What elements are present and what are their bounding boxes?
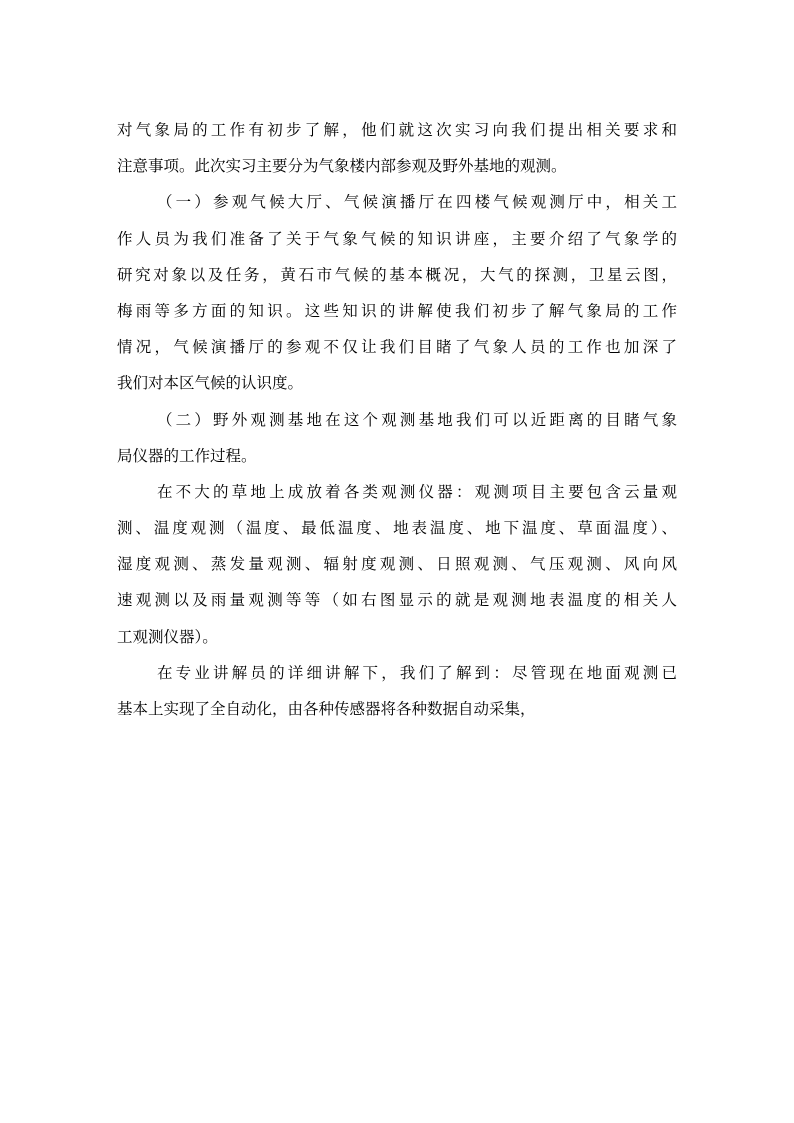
text-line: 局仪器的工作过程。 xyxy=(117,446,257,465)
text-line: 研究对象以及任务，黄石市气候的基本概况，大气的探测，卫星云图， xyxy=(117,265,677,284)
text-line: （二）野外观测基地在这个观测基地我们可以近距离的目睹气象 xyxy=(157,410,677,429)
paragraph-3 xyxy=(117,402,677,474)
text-line: 在专业讲解员的详细讲解下，我们了解到：尽管现在地面观测已 xyxy=(157,663,677,682)
text-line: 作人员为我们准备了关于气象气候的知识讲座，主要介绍了气象学的 xyxy=(117,229,677,248)
text-line: 我们对本区气候的认识度。 xyxy=(117,374,304,393)
text-line: 梅雨等多方面的知识。这些知识的讲解使我们初步了解气象局的工作 xyxy=(117,301,677,320)
text-line: 情况，气候演播厅的参观不仅让我们目睹了气象人员的工作也加深了 xyxy=(117,338,677,357)
text-line: 基本上实现了全自动化，由各种传感器将各种数据自动采集， xyxy=(117,700,536,718)
text-line: 注意事项。此次实习主要分为气象楼内部参观及野外基地的观测。 xyxy=(117,157,567,176)
text-line: 工观测仪器）。 xyxy=(117,627,218,646)
text-line: 速观测以及雨量观测等等（如右图显示的就是观测地表温度的相关人 xyxy=(117,591,677,610)
text-line: （一）参观气候大厅、气候演播厅在四楼气候观测厅中，相关工 xyxy=(157,193,677,212)
text-line: 在不大的草地上成放着各类观测仪器：观测项目主要包含云量观 xyxy=(157,482,677,501)
text-line: 湿度观测、蒸发量观测、辐射度观测、日照观测、气压观测、风向风 xyxy=(117,555,677,574)
text-line: 测、温度观测（温度、最低温度、地表温度、地下温度、草面温度）、 xyxy=(117,519,677,538)
paragraph-1 xyxy=(117,112,677,184)
paragraph-5 xyxy=(117,655,677,727)
document-page xyxy=(117,112,677,727)
text-line: 对气象局的工作有初步了解，他们就这次实习向我们提出相关要求和 xyxy=(117,121,677,139)
paragraph-2 xyxy=(117,184,677,401)
paragraph-4 xyxy=(117,474,677,655)
